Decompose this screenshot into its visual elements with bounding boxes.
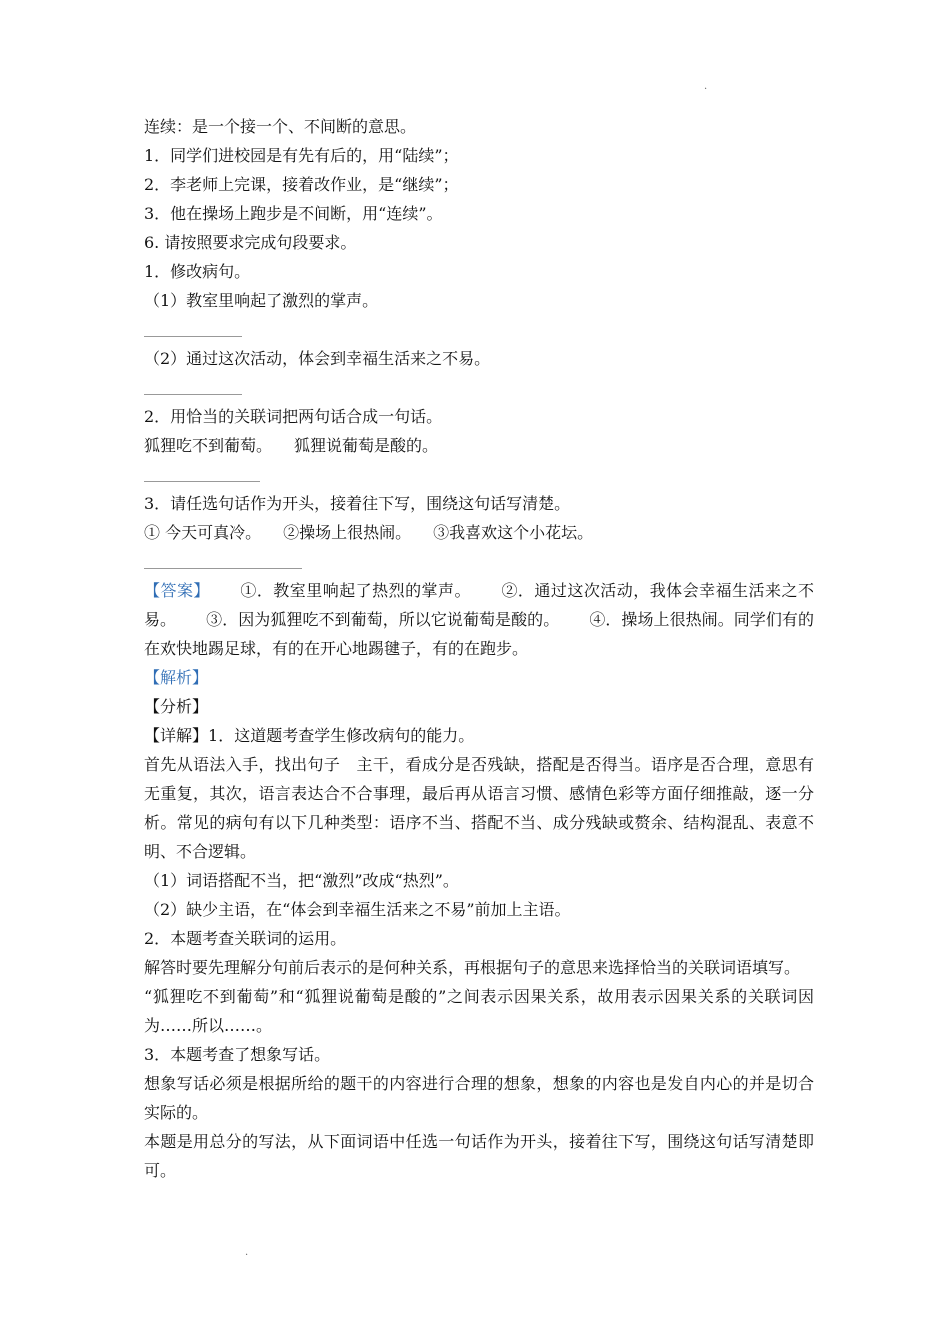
answer-blank	[144, 460, 814, 489]
option-3: ③我喜欢这个小花坛。	[433, 523, 594, 542]
sub-question-title: 1．修改病句。	[144, 262, 251, 281]
analysis-paragraph: 首先从语法入手，找出句子 主干，看成分是否残缺，搭配是否得当。语序是否合理，意思有无重复，其次，语言表达合不合事理，最后再从语言习惯、感情色彩等方面仔细推敲，逐一分析。常见的病句有以下几种类型：语序不当、搭配不当、成分残缺或赘余、结构混乱、表意不明、不合逻辑。	[144, 755, 814, 861]
footer-dot: .	[245, 1247, 249, 1258]
sentence-b: 狐狸说葡萄是酸的。	[294, 436, 439, 455]
analysis-paragraph: （1）词语搭配不当，把“激烈”改成“热烈”。	[144, 871, 459, 890]
option-2: ②操场上很热闹。	[283, 523, 412, 542]
sentence-pair	[144, 431, 814, 460]
detail-tag: 【详解】	[144, 726, 209, 745]
analysis-paragraph: 本题是用总分的写法，从下面词语中任选一句话作为开头，接着往下写，围绕这句话写清楚即可。	[144, 1132, 814, 1180]
text-line: 1．同学们进校园是有先有后的，用“陆续”；	[144, 146, 459, 165]
sentence-1: （1）教室里响起了激烈的掌声。	[144, 291, 379, 310]
header-dot: .	[704, 81, 708, 92]
question-title: 6. 请按照要求完成句段要求。	[144, 233, 357, 252]
analysis-subtag: 【分析】	[144, 697, 209, 716]
sentence-2: （2）通过这次活动，体会到幸福生活来之不易。	[144, 349, 491, 368]
analysis-tag: 【解析】	[144, 668, 209, 687]
option-list	[144, 518, 814, 547]
answer-4: ④．操场上很热闹。同学们有的在欢快地踢足球，有的在开心地踢毽子，有的在跑步。	[144, 610, 814, 658]
detail-point-3: 3．本题考查了想象写话。	[144, 1045, 331, 1064]
option-1: ① 今天可真冷。	[144, 523, 262, 542]
detail-point-2: 2．本题考查关联词的运用。	[144, 929, 347, 948]
document-content	[144, 112, 814, 1185]
detail-point-1: 1．这道题考查学生修改病句的能力。	[208, 726, 475, 745]
answer-1: ①．教室里响起了热烈的掌声。	[239, 581, 471, 600]
answer-2: ②．通过这次活动，我体会幸福生活来之不易。	[144, 581, 814, 629]
answer-blank	[144, 547, 814, 576]
analysis-paragraph: 想象写话必须是根据所给的题干的内容进行合理的想象，想象的内容也是发自内心的并是切合实际的。	[144, 1074, 814, 1122]
text-line: 连续：是一个接一个、不间断的意思。	[144, 117, 417, 136]
sub-question-title: 2．用恰当的关联词把两句话合成一句话。	[144, 407, 443, 426]
answer-blank	[144, 315, 814, 344]
answer-blank	[144, 373, 814, 402]
answer-section	[144, 576, 814, 663]
detail-heading	[144, 721, 814, 750]
sentence-a: 狐狸吃不到葡萄。	[144, 436, 273, 455]
analysis-paragraph: “狐狸吃不到葡萄”和“狐狸说葡萄是酸的”之间表示因果关系，故用表示因果关系的关联词因为……所以……。	[144, 987, 814, 1035]
text-line: 2．李老师上完课，接着改作业，是“继续”；	[144, 175, 459, 194]
answer-3: ③．因为狐狸吃不到葡萄，所以它说葡萄是酸的。	[206, 610, 560, 629]
analysis-paragraph: （2）缺少主语，在“体会到幸福生活来之不易”前加上主语。	[144, 900, 571, 919]
answer-tag: 【答案】	[144, 581, 210, 600]
analysis-paragraph: 解答时要先理解分句前后表示的是何种关系，再根据句子的意思来选择恰当的关联词语填写。	[144, 958, 801, 977]
text-line: 3．他在操场上跑步是不间断，用“连续”。	[144, 204, 443, 223]
sub-question-title: 3．请任选句话作为开头，接着往下写，围绕这句话写清楚。	[144, 494, 571, 513]
